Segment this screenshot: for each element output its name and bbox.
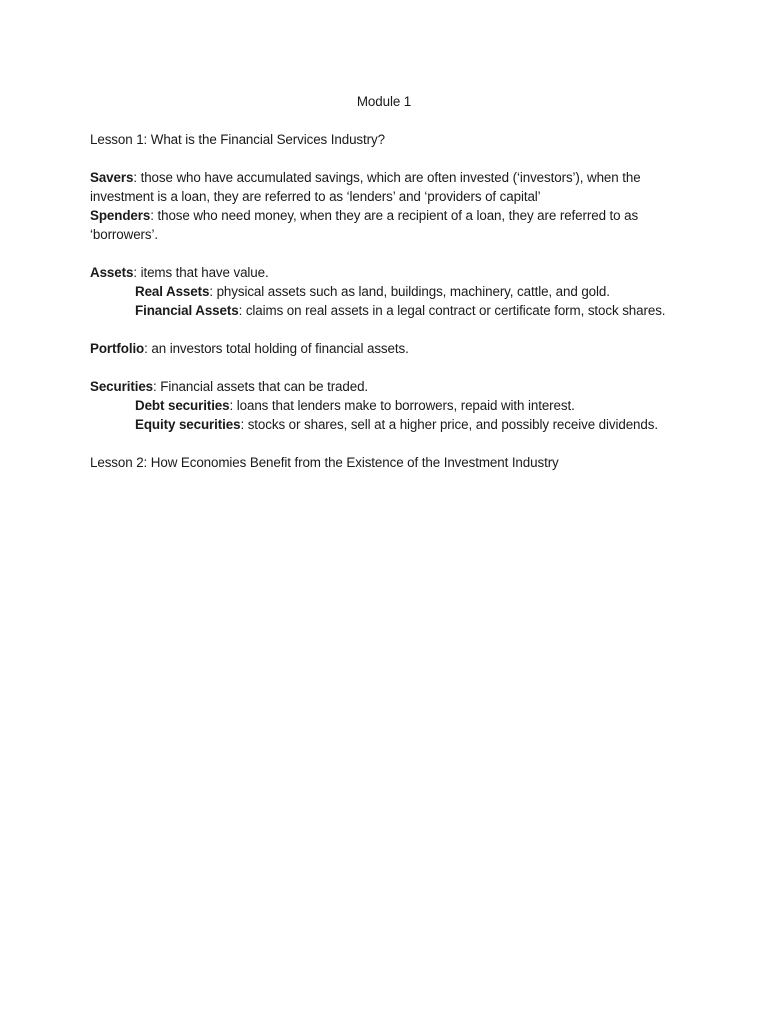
lesson-2-heading: Lesson 2: How Economies Benefit from the Existence of the Investment Industry: [90, 455, 559, 470]
lesson-1-heading: Lesson 1: What is the Financial Services Industry?: [90, 132, 385, 147]
module-title: Module 1: [356, 94, 412, 109]
document-page: [90, 92, 690, 472]
spenders-term: Spenders: [90, 208, 151, 223]
real-assets-definition: [90, 282, 690, 301]
spenders-text: : those who need money, when they are a recipient of a loan, they are referred to as ‘borrowers’.: [90, 208, 639, 242]
debt-securities-text: : loans that lenders make to borrowers, repaid with interest.: [229, 398, 575, 413]
equity-securities-definition: [90, 415, 690, 434]
portfolio-definition: [90, 339, 690, 358]
savers-term: Savers: [90, 170, 134, 185]
securities-term: Securities: [90, 379, 154, 394]
assets-definition: [90, 263, 690, 282]
spacer: [90, 149, 690, 168]
financial-assets-definition: [90, 301, 690, 320]
debt-securities-term: Debt securities: [135, 398, 230, 413]
securities-definition: [90, 377, 690, 396]
financial-assets-term: Financial Assets: [135, 303, 239, 318]
financial-assets-text: : claims on real assets in a legal contract or certificate form, stock shares.: [238, 303, 666, 318]
real-assets-term: Real Assets: [135, 284, 210, 299]
portfolio-term: Portfolio: [90, 341, 145, 356]
equity-securities-term: Equity securities: [135, 417, 241, 432]
assets-term: Assets: [90, 265, 134, 280]
spacer: [90, 244, 690, 263]
debt-securities-definition: [90, 396, 690, 415]
equity-securities-text: : stocks or shares, sell at a higher price, and possibly receive dividends.: [240, 417, 658, 432]
spacer: [90, 358, 690, 377]
spacer: [90, 434, 690, 453]
savers-text: : those who have accumulated savings, which are often invested (‘investors’), when the investment is a loan, they are referred to as ‘lenders’ and ‘providers of capital’: [90, 170, 641, 204]
spenders-definition: [90, 206, 690, 244]
assets-text: : items that have value.: [133, 265, 269, 280]
spacer: [90, 320, 690, 339]
securities-text: : Financial assets that can be traded.: [153, 379, 369, 394]
savers-definition: [90, 168, 690, 206]
portfolio-text: : an investors total holding of financial assets.: [144, 341, 409, 356]
real-assets-text: : physical assets such as land, buildings, machinery, cattle, and gold.: [209, 284, 610, 299]
